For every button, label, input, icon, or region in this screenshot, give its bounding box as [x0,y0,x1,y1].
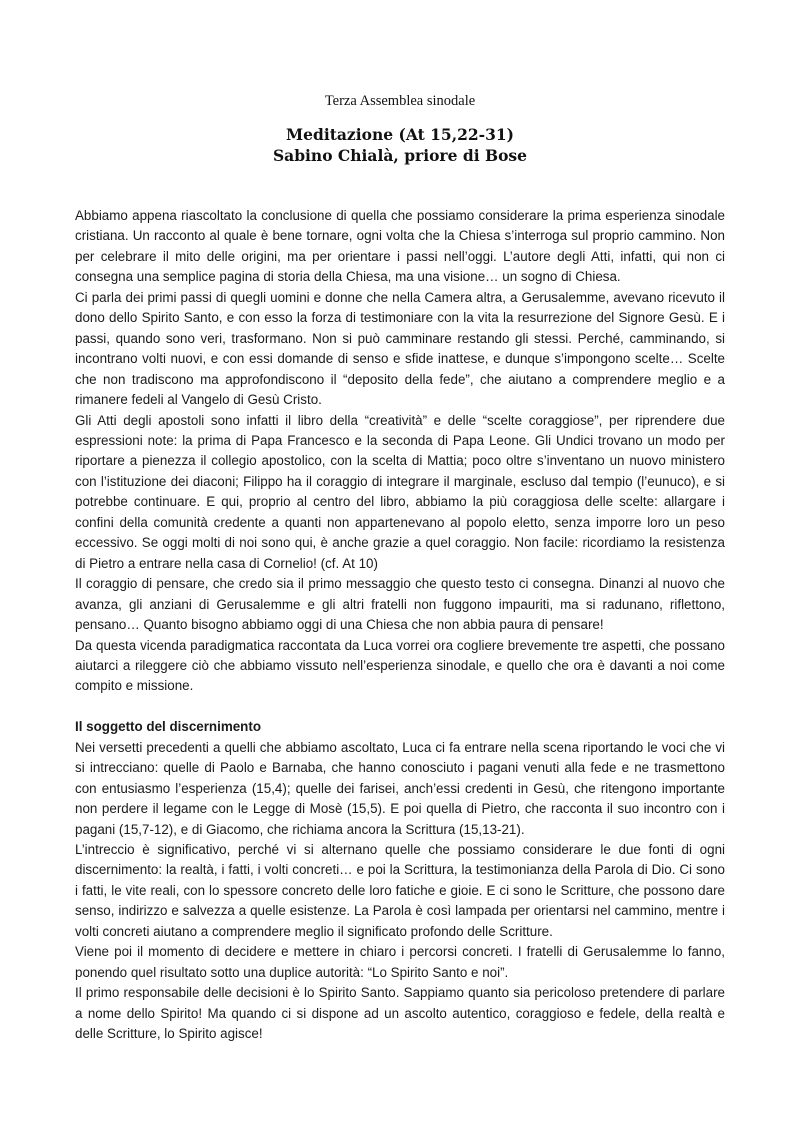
spacer [75,697,725,717]
paragraph: Il primo responsabile delle decisioni è lo Spirito Santo. Sappiamo quanto sia pericoloso pretendere di parlare a nome dello Spirito! Ma quando ci si dispone ad un ascolto autentico, coraggioso e fedele, della realtà e delle Scritture, lo Spirito agisce! [75,985,725,1042]
section-heading: Il soggetto del discernimento [75,719,262,735]
paragraph: Gli Atti degli apostoli sono infatti il libro della “creatività” e delle “scelte coraggiose”, per riprendere due espressioni note: la prima di Papa Francesco e la seconda di Papa Leone. Gli Undici trovano un modo per riportare a pienezza il collegio apostolico, con la scelta di Mattia; poco oltre s’inventano un nuovo ministero con l’istituzione dei diaconi; Filippo ha il coraggio di integrare il marginale, escluso dal tempio (l’eunuco), e si potrebbe continuare. E qui, proprio al centro del libro, abbiamo la più coraggiosa delle scelte: allargare i confini della comunità credente a quanti non appartenevano al popolo eletto, senza imporre loro un peso eccessivo. Se oggi molti di noi sono qui, è anche grazie a quel coraggio. Non facile: ricordiamo la resistenza di Pietro a entrare nella casa di Cornelio! (cf. At 10) [75,412,725,571]
meditation-title [0,124,800,166]
paragraph: Abbiamo appena riascoltato la conclusione di quella che possiamo considerare la prima esperienza sinodale cristiana. Un racconto al quale è bene tornare, ogni volta che la Chiesa s’interroga sul proprio cammino. Non per celebrare il mito delle origini, ma per orientare i passi nell’oggi. L’autore degli Atti, infatti, qui non ci consegna una semplice pagina di storia della Chiesa, ma una visione… un sogno di Chiesa. [75,208,725,285]
paragraph: Da questa vicenda paradigmatica raccontata da Luca vorrei ora cogliere brevemente tre aspetti, che possano aiutarci a rileggere ciò che abbiamo vissuto nell’esperienza sinodale, e quello che ora è davanti a noi come compito e missione. [75,637,725,694]
title-line-1: Meditazione (At 15,22-31) [285,125,515,144]
paragraph: L’intreccio è significativo, perché vi si alternano quelle che possiamo considerare le due fonti di ogni discernimento: la realtà, i fatti, i volti concreti… e poi la Scrittura, la testimonianza della Parola di Dio. Ci sono i fatti, le vite reali, con lo spessore concreto delle loro fatiche e gioie. E ci sono le Scritture, che possono dare senso, indirizzo e salvezza a quelle esistenze. La Parola è così lampada per orientarsi nel cammino, mentre i volti concreti aiutano a comprendere meglio il significato profondo delle Scritture. [75,842,725,939]
document-body [75,206,725,1045]
event-title: Terza Assemblea sinodale [324,93,476,109]
paragraph: Nei versetti precedenti a quelli che abbiamo ascoltato, Luca ci fa entrare nella scena riportando le voci che vi si intrecciano: quelle di Paolo e Barnaba, che hanno conosciuto i pagani venuti alla fede e ne trasmettono con entusiasmo l’esperienza (15,4); quelle dei farisei, anch’essi credenti in Gesù, che ritengono importante non perdere il legame con le Legge di Mosè (15,5). E poi quella di Pietro, che racconta il suo incontro con i pagani (15,7-12), e di Giacomo, che richiama ancora la Scrittura (15,13-21). [75,739,725,837]
paragraph: Ci parla dei primi passi di quegli uomini e donne che nella Camera altra, a Gerusalemme, avevano ricevuto il dono dello Spirito Santo, e con esso la forza di testimoniare con la vita la resurrezione del Signore Gesù. E i passi, quando sono veri, trasformano. Non si può camminare restando gli stessi. Perché, camminando, si incontrano volti nuovi, e con essi domande di senso e sfide inattese, e dunque s’impongono scelte… Scelte che non tradiscono ma approfondiscono il “deposito della fede”, che aiutano a comprendere meglio e a rimanere fedeli al Vangelo di Gesù Cristo. [75,289,725,408]
paragraph: Il coraggio di pensare, che credo sia il primo messaggio che questo testo ci consegna. Dinanzi al nuovo che avanza, gli anziani di Gerusalemme e gli altri fratelli non fuggono impauriti, ma si radunano, riflettono, pensano… Quanto bisogno abbiamo oggi di una Chiesa che non abbia paura di pensare! [75,576,725,633]
paragraph: Viene poi il momento di decidere e mettere in chiaro i percorsi concreti. I fratelli di Gerusalemme lo fanno, ponendo quel risultato sotto una duplice autorità: “Lo Spirito Santo e noi”. [75,944,725,980]
author-line: Sabino Chialà, priore di Bose [272,146,528,165]
